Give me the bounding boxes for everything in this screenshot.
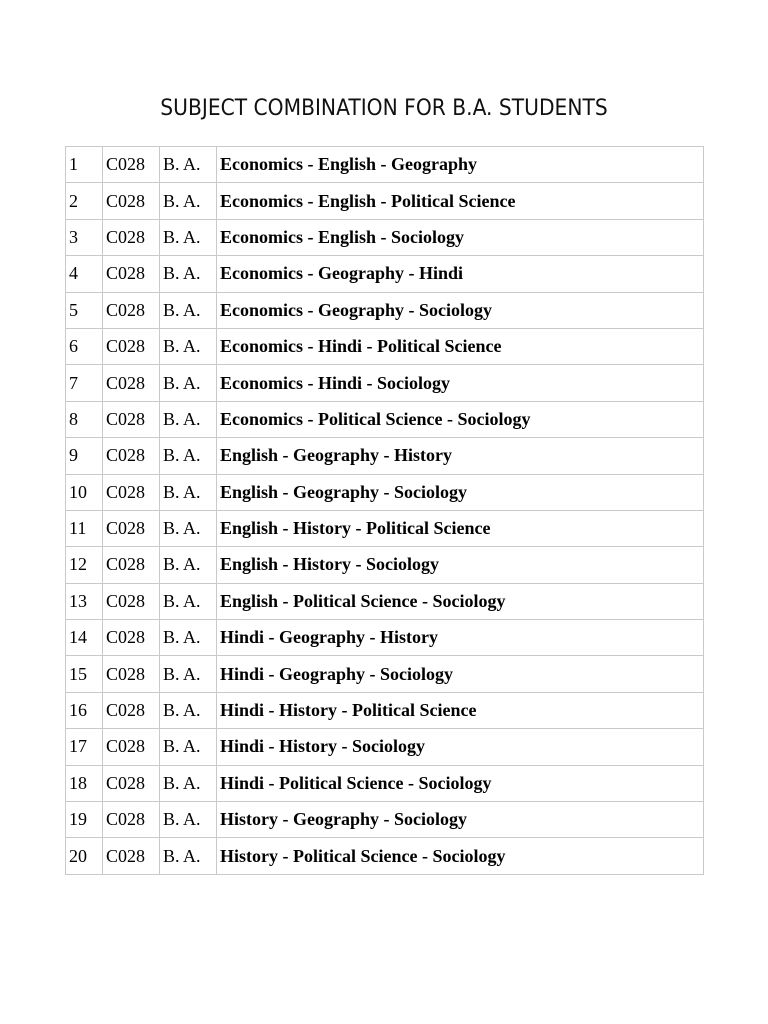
table-row [66, 438, 704, 474]
program: B. A. [160, 583, 217, 619]
program: B. A. [160, 474, 217, 510]
course-code: C028 [103, 765, 160, 801]
course-code: C028 [103, 802, 160, 838]
subject-combination: History - Political Science - Sociology [217, 838, 704, 874]
table-row [66, 183, 704, 219]
subject-combination: Hindi - History - Political Science [217, 692, 704, 728]
program: B. A. [160, 438, 217, 474]
table-row [66, 656, 704, 692]
program: B. A. [160, 401, 217, 437]
table-row [66, 583, 704, 619]
table-row [66, 547, 704, 583]
program: B. A. [160, 328, 217, 364]
subject-combination: Economics - Hindi - Political Science [217, 328, 704, 364]
course-code: C028 [103, 292, 160, 328]
program: B. A. [160, 510, 217, 546]
subject-combination: Economics - Geography - Sociology [217, 292, 704, 328]
row-number: 9 [66, 438, 103, 474]
subject-combination: History - Geography - Sociology [217, 802, 704, 838]
course-code: C028 [103, 620, 160, 656]
subject-combination: Economics - English - Geography [217, 147, 704, 183]
row-number: 18 [66, 765, 103, 801]
course-code: C028 [103, 474, 160, 510]
course-code: C028 [103, 510, 160, 546]
program: B. A. [160, 656, 217, 692]
program: B. A. [160, 365, 217, 401]
program: B. A. [160, 838, 217, 874]
program: B. A. [160, 802, 217, 838]
course-code: C028 [103, 692, 160, 728]
row-number: 10 [66, 474, 103, 510]
table-row [66, 219, 704, 255]
program: B. A. [160, 292, 217, 328]
subject-combination: Economics - Hindi - Sociology [217, 365, 704, 401]
subject-combination: English - Political Science - Sociology [217, 583, 704, 619]
row-number: 20 [66, 838, 103, 874]
program: B. A. [160, 692, 217, 728]
table-row [66, 729, 704, 765]
subject-combination: Economics - English - Political Science [217, 183, 704, 219]
subject-combination: Hindi - Geography - Sociology [217, 656, 704, 692]
program: B. A. [160, 256, 217, 292]
table-row [66, 692, 704, 728]
course-code: C028 [103, 547, 160, 583]
table-row [66, 328, 704, 364]
course-code: C028 [103, 583, 160, 619]
row-number: 3 [66, 219, 103, 255]
course-code: C028 [103, 838, 160, 874]
program: B. A. [160, 547, 217, 583]
course-code: C028 [103, 656, 160, 692]
course-code: C028 [103, 438, 160, 474]
subject-combination-table [65, 146, 704, 875]
program: B. A. [160, 183, 217, 219]
table-row [66, 765, 704, 801]
subject-combination: Economics - Political Science - Sociology [217, 401, 704, 437]
subject-combination: English - Geography - History [217, 438, 704, 474]
row-number: 2 [66, 183, 103, 219]
subject-combination: Economics - Geography - Hindi [217, 256, 704, 292]
course-code: C028 [103, 328, 160, 364]
row-number: 13 [66, 583, 103, 619]
row-number: 6 [66, 328, 103, 364]
table-row [66, 292, 704, 328]
subject-combination: Economics - English - Sociology [217, 219, 704, 255]
program: B. A. [160, 765, 217, 801]
table-row [66, 838, 704, 874]
program: B. A. [160, 219, 217, 255]
row-number: 14 [66, 620, 103, 656]
subject-combination: Hindi - Political Science - Sociology [217, 765, 704, 801]
row-number: 11 [66, 510, 103, 546]
course-code: C028 [103, 147, 160, 183]
row-number: 1 [66, 147, 103, 183]
row-number: 17 [66, 729, 103, 765]
table-row [66, 401, 704, 437]
table-row [66, 802, 704, 838]
course-code: C028 [103, 256, 160, 292]
program: B. A. [160, 620, 217, 656]
row-number: 7 [66, 365, 103, 401]
subject-combination: English - History - Political Science [217, 510, 704, 546]
table-row [66, 474, 704, 510]
course-code: C028 [103, 183, 160, 219]
course-code: C028 [103, 729, 160, 765]
table-row [66, 256, 704, 292]
row-number: 12 [66, 547, 103, 583]
table-row [66, 365, 704, 401]
row-number: 16 [66, 692, 103, 728]
row-number: 19 [66, 802, 103, 838]
program: B. A. [160, 729, 217, 765]
course-code: C028 [103, 219, 160, 255]
subject-combination: English - Geography - Sociology [217, 474, 704, 510]
course-code: C028 [103, 365, 160, 401]
table-row [66, 620, 704, 656]
course-code: C028 [103, 401, 160, 437]
page-title: SUBJECT COMBINATION FOR B.A. STUDENTS [160, 96, 608, 121]
row-number: 5 [66, 292, 103, 328]
row-number: 15 [66, 656, 103, 692]
row-number: 8 [66, 401, 103, 437]
row-number: 4 [66, 256, 103, 292]
subject-combination: Hindi - Geography - History [217, 620, 704, 656]
program: B. A. [160, 147, 217, 183]
subject-combination: Hindi - History - Sociology [217, 729, 704, 765]
subject-combination: English - History - Sociology [217, 547, 704, 583]
table-row [66, 510, 704, 546]
table-row [66, 147, 704, 183]
